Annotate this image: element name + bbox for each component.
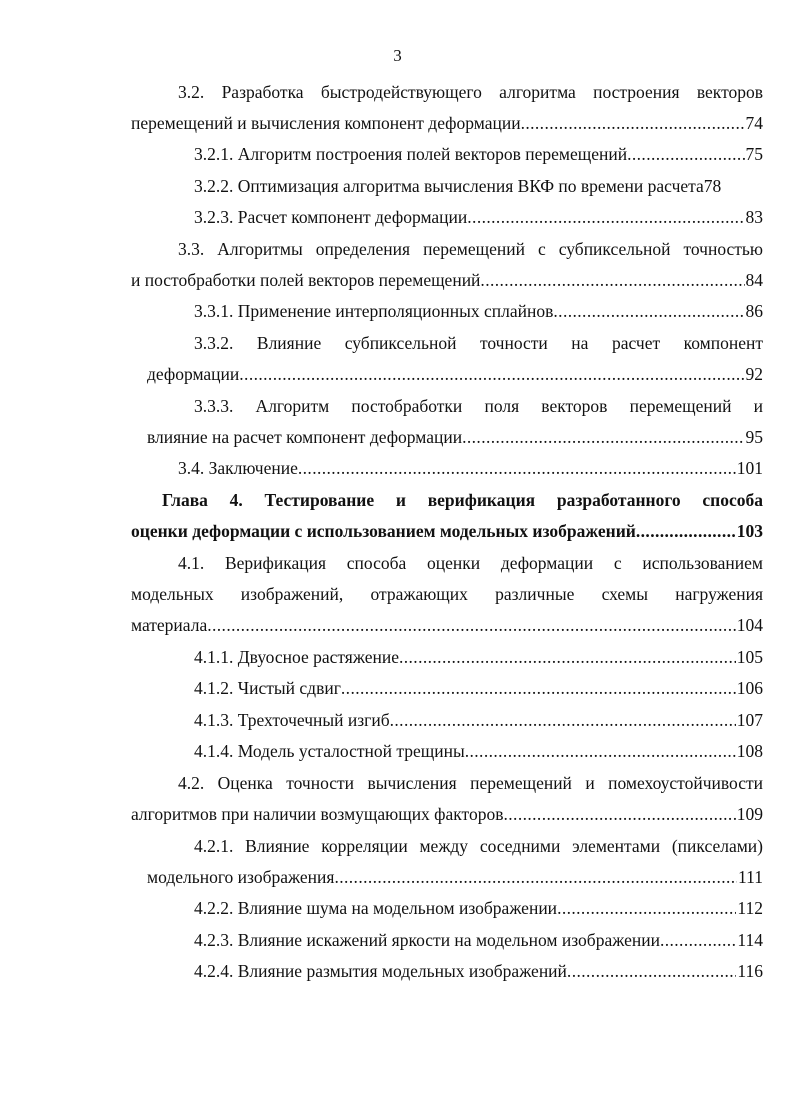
toc-text: 4.1.1. Двуосное растяжение — [194, 647, 399, 667]
toc-page: 106 — [736, 678, 763, 698]
dot-leader — [557, 896, 736, 920]
toc-entry-3-3-1 — [194, 299, 763, 323]
toc-text: 4.1.2. Чистый сдвиг — [194, 678, 341, 698]
dot-leader — [567, 959, 736, 983]
toc-entry-3-3-3 — [147, 425, 763, 449]
toc-page: 114 — [737, 930, 763, 950]
dot-leader — [504, 802, 736, 826]
dot-leader — [341, 676, 736, 700]
toc-entry-3-3 — [131, 268, 763, 292]
toc-text: 4.1.3. Трехточечный изгиб — [194, 710, 390, 730]
toc-text: деформации — [147, 364, 240, 384]
toc-heading-4-2-1: 4.2.1. Влияние корреляции между соседними элементами (пикселами) — [194, 836, 763, 856]
toc-page: 78 — [703, 176, 722, 196]
toc-page: 108 — [736, 741, 763, 761]
toc-page: 84 — [745, 270, 763, 290]
dot-leader — [399, 645, 736, 669]
dot-leader — [207, 613, 736, 637]
toc-page: 92 — [745, 364, 763, 384]
toc-page: 112 — [737, 898, 763, 918]
dot-leader — [480, 268, 744, 292]
toc-heading-3-2: 3.2. Разработка быстродействующего алгоритма построения векторов — [178, 82, 763, 102]
toc-entry-4-1-1 — [194, 645, 763, 669]
dot-leader — [660, 928, 736, 952]
toc-heading-3-3-2: 3.3.2. Влияние субпиксельной точности на расчет компонент — [194, 333, 763, 353]
toc-page: 83 — [745, 207, 763, 227]
toc-text: 4.2.3. Влияние искажений яркости на модельном изображении — [194, 930, 660, 950]
toc-page: 111 — [738, 867, 763, 887]
toc-text: влияние на расчет компонент деформации — [147, 427, 463, 447]
toc-entry-3-2 — [131, 111, 763, 135]
toc-page: 74 — [745, 113, 763, 133]
dot-leader — [467, 205, 744, 229]
toc-text: 3.2.1. Алгоритм построения полей векторов перемещений — [194, 144, 628, 164]
dot-leader — [553, 299, 744, 323]
toc-text: 4.1.4. Модель усталостной трещины — [194, 741, 465, 761]
toc-page: 103 — [736, 521, 763, 541]
toc-text: оценки деформации с использованием модельных изображений — [131, 521, 636, 541]
toc-text: перемещений и вычисления компонент деформации — [131, 113, 521, 133]
toc-page: 101 — [736, 458, 763, 478]
toc-text: модельного изображения — [147, 867, 335, 887]
toc-heading-4-2: 4.2. Оценка точности вычисления перемещений и помехоустойчивости — [178, 773, 763, 793]
toc-page: 75 — [745, 144, 763, 164]
toc-entry-3-2-1 — [194, 142, 763, 166]
toc-page: 95 — [745, 427, 763, 447]
toc-entry-3-2-2 — [194, 174, 763, 198]
toc-page: 116 — [737, 961, 763, 981]
toc-page: 104 — [736, 615, 763, 635]
toc-text: и постобработки полей векторов перемещений — [131, 270, 481, 290]
dot-leader — [636, 519, 736, 543]
toc-entry-4-2-2 — [194, 896, 763, 920]
dot-leader — [465, 739, 736, 763]
toc-chapter-4-heading: Глава 4. Тестирование и верификация разработанного способа — [162, 490, 763, 510]
dot-leader — [239, 362, 744, 386]
toc-heading-3-3-3: 3.3.3. Алгоритм постобработки поля векторов перемещений и — [194, 396, 763, 416]
dot-leader — [334, 865, 737, 889]
toc-entry-4-2-4 — [194, 959, 763, 983]
toc-entry-4-2 — [131, 802, 763, 826]
toc-text: 3.4. Заключение — [178, 458, 298, 478]
dot-leader — [390, 708, 736, 732]
toc-entry-4-1 — [131, 613, 763, 637]
toc-entry-4-2-3 — [194, 928, 763, 952]
toc-heading-4-1: 4.1. Верификация способа оценки деформации с использованием — [178, 553, 763, 573]
toc-page: 105 — [736, 647, 763, 667]
toc-page: 86 — [745, 301, 763, 321]
toc-page: 109 — [736, 804, 763, 824]
toc-heading-3-3: 3.3. Алгоритмы определения перемещений с субпиксельной точностью — [178, 239, 763, 259]
toc-text: 3.2.3. Расчет компонент деформации — [194, 207, 468, 227]
toc-text: 4.2.2. Влияние шума на модельном изображении — [194, 898, 558, 918]
dot-leader — [521, 111, 745, 135]
dot-leader — [627, 142, 744, 166]
dot-leader — [298, 456, 736, 480]
toc-page: 107 — [736, 710, 763, 730]
toc-entry-4-1-2 — [194, 676, 763, 700]
toc-text: 3.3.1. Применение интерполяционных сплайнов — [194, 301, 554, 321]
toc-entry-4-2-1 — [147, 865, 763, 889]
toc-heading-4-1-line2: модельных изображений, отражающих различные схемы нагружения — [131, 584, 763, 604]
toc-entry-3-4 — [178, 456, 763, 480]
toc-text: 3.2.2. Оптимизация алгоритма вычисления ВКФ по времени расчета — [194, 176, 704, 196]
dot-leader — [462, 425, 744, 449]
toc-entry-4-1-3 — [194, 708, 763, 732]
toc-entry-3-2-3 — [194, 205, 763, 229]
toc-entry-4-1-4 — [194, 739, 763, 763]
toc-text: материала — [131, 615, 208, 635]
toc-entry-chapter-4 — [131, 519, 763, 543]
toc-text: 4.2.4. Влияние размытия модельных изображений — [194, 961, 567, 981]
toc-entry-3-3-2 — [147, 362, 763, 386]
toc-text: алгоритмов при наличии возмущающих факторов — [131, 804, 504, 824]
page-number: 3 — [393, 46, 402, 65]
